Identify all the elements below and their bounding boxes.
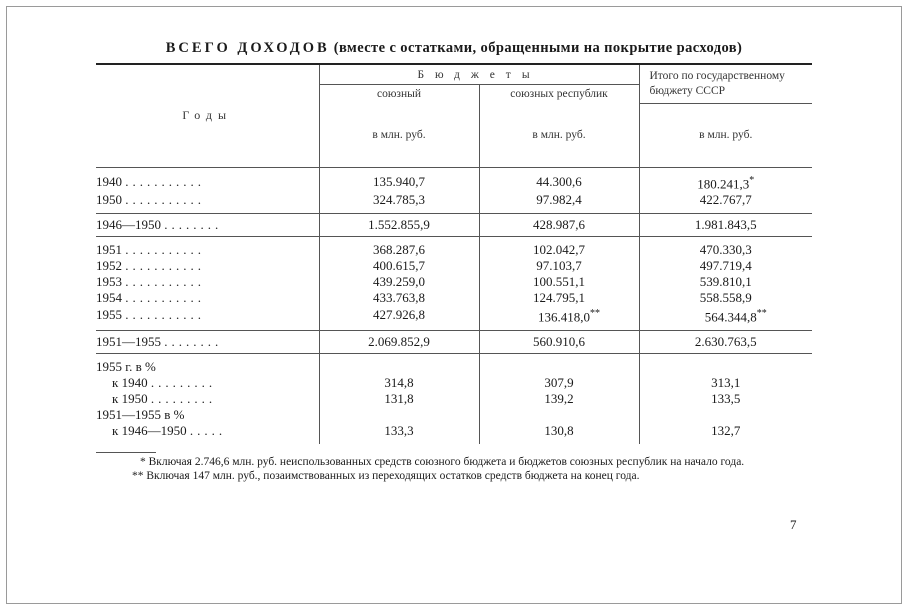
title-subtitle: (вместе с остатками, обращенными на покрытие расходов) <box>333 40 743 56</box>
row-label: 1950 ........... <box>96 191 205 207</box>
cell-union: 135.940,7 <box>319 167 479 192</box>
row-label: 1951 ........... <box>96 236 319 258</box>
header-budgets: Бюджеты <box>319 64 639 85</box>
revenue-table <box>96 63 812 444</box>
title-caps: ВСЕГО ДОХОДОВ <box>165 40 330 56</box>
cell-total: 422.767,7 <box>639 192 812 214</box>
cell-republics: 428.987,6 <box>479 213 639 236</box>
table-row <box>96 306 812 331</box>
cell-republics: 44.300,6 <box>479 167 639 192</box>
table-row <box>96 423 812 444</box>
header-total: Итого по государственному бюджету СССР <box>639 64 812 103</box>
cell-total: 564.344,8** <box>639 306 812 331</box>
cell-republics: 100.551,1 <box>479 274 639 290</box>
cell-total: 497.719,4 <box>639 258 812 274</box>
document-page <box>96 40 812 483</box>
cell-republics: 124.795,1 <box>479 290 639 306</box>
table-row <box>96 375 812 391</box>
row-label: 1953 ........... <box>96 273 205 289</box>
cell-union: 368.287,6 <box>319 236 479 258</box>
table-row-subheading <box>96 354 812 376</box>
table-row <box>96 274 812 290</box>
cell-total: 558.558,9 <box>639 290 812 306</box>
table-row <box>96 167 812 192</box>
row-label: 1952 ........... <box>96 257 205 273</box>
cell-republics: 97.982,4 <box>479 192 639 214</box>
row-label: 1940 ........... <box>96 174 205 190</box>
cell-republics: 307,9 <box>479 375 639 391</box>
cell-union: 433.763,8 <box>319 290 479 306</box>
cell-total: 132,7 <box>639 423 812 444</box>
table-row-subheading <box>96 407 812 423</box>
cell-total: 2.630.763,5 <box>639 331 812 354</box>
table-row <box>96 290 812 306</box>
cell-republics: 97.103,7 <box>479 258 639 274</box>
table-row-total <box>96 213 812 236</box>
cell-union: 314,8 <box>319 375 479 391</box>
cell-union: 1.552.855,9 <box>319 213 479 236</box>
cell-republics: 139,2 <box>479 391 639 407</box>
header-years: Годы <box>96 64 319 167</box>
cell-republics: 560.910,6 <box>479 331 639 354</box>
cell-total: 313,1 <box>639 375 812 391</box>
cell-total: 470.330,3 <box>639 236 812 258</box>
cell-union: 133,3 <box>319 423 479 444</box>
cell-union: 324.785,3 <box>319 192 479 214</box>
table-row <box>96 391 812 407</box>
cell-republics: 102.042,7 <box>479 236 639 258</box>
header-union: союзный <box>319 85 479 104</box>
header-republics: союзных республик <box>479 85 639 104</box>
row-label: 1951—1955 ........ <box>96 331 319 354</box>
footnotes <box>96 452 812 483</box>
header-unit-union: в млн. руб. <box>319 103 479 167</box>
page-number: 7 <box>790 517 797 532</box>
table-row <box>96 192 812 214</box>
table-row-total <box>96 331 812 354</box>
footnote-mark: * <box>749 174 755 186</box>
footnote-2: ** Включая 147 млн. руб., позаимствованных из переходящих остатков средств бюджета на конец года. <box>132 470 640 483</box>
cell-union: 439.259,0 <box>319 274 479 290</box>
cell-union: 2.069.852,9 <box>319 331 479 354</box>
cell-union: 427.926,8 <box>319 306 479 331</box>
row-label: 1954 ........... <box>96 289 205 305</box>
footnote-1: * Включая 2.746,6 млн. руб. неиспользованных средств союзного бюджета и бюджетов союзных республик на начало года. <box>140 456 745 469</box>
cell-union: 131,8 <box>319 391 479 407</box>
row-label: 1955 г. в % <box>96 354 319 376</box>
row-label: к 1946—1950 ..... <box>112 423 227 439</box>
cell-total: 539.810,1 <box>639 274 812 290</box>
header-unit-republics: в млн. руб. <box>479 103 639 167</box>
table-row <box>96 258 812 274</box>
footnote-rule <box>96 452 156 453</box>
footnote-mark: ** <box>590 307 600 319</box>
footnote-mark: ** <box>756 307 767 319</box>
table-row <box>96 236 812 258</box>
cell-total: 180.241,3* <box>639 167 812 192</box>
cell-republics: 130,8 <box>479 423 639 444</box>
row-label: к 1950 ......... <box>112 391 217 407</box>
cell-total: 1.981.843,5 <box>639 213 812 236</box>
row-label: 1955 ........... <box>96 307 205 323</box>
row-label: 1946—1950 ........ <box>96 213 319 236</box>
cell-total: 133,5 <box>639 391 812 407</box>
row-label: к 1940 ......... <box>112 375 217 391</box>
table-title <box>96 40 812 57</box>
row-label: 1951—1955 в % <box>96 407 185 423</box>
cell-republics: 136.418,0** <box>479 306 639 331</box>
cell-union: 400.615,7 <box>319 258 479 274</box>
header-unit-total: в млн. руб. <box>639 103 812 167</box>
